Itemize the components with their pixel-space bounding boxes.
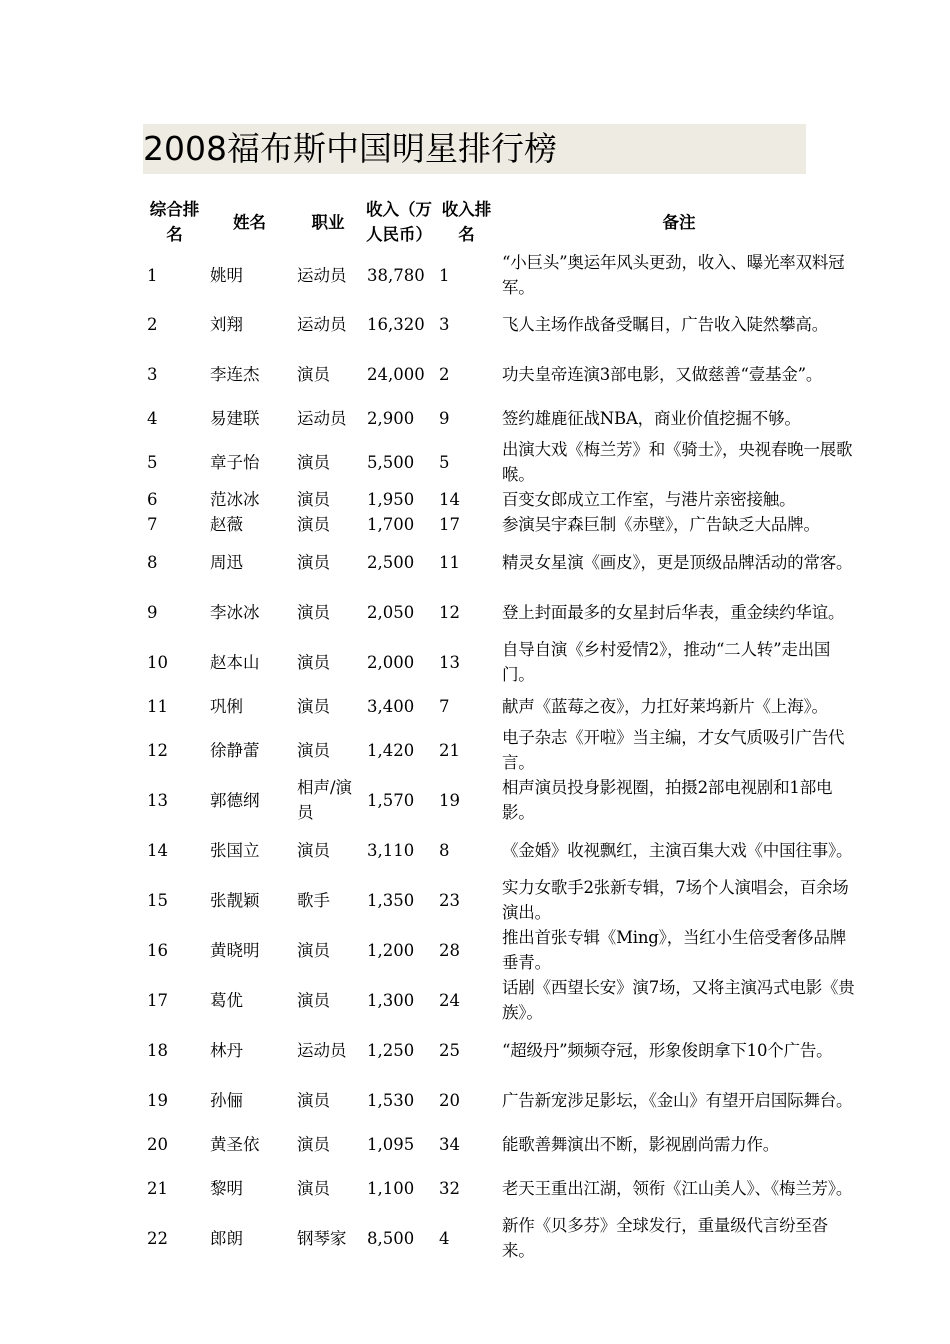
rank-cell: 3 <box>147 364 158 384</box>
occupation-cell: 钢琴家 <box>297 1228 347 1248</box>
rank-cell: 10 <box>147 652 168 672</box>
occupation-cell: 运动员 <box>297 1040 347 1060</box>
name-cell: 赵本山 <box>210 652 260 672</box>
occupation-cell: 演员 <box>297 1178 330 1198</box>
note-cell: 自导自演《乡村爱情2》，推动“二人转”走出国门。 <box>502 640 831 684</box>
table-row <box>143 487 860 512</box>
occupation-cell: 演员 <box>297 940 330 960</box>
income-rank-cell: 4 <box>439 1228 450 1248</box>
header-row <box>143 194 860 250</box>
name-cell: 林丹 <box>210 1040 243 1060</box>
rank-cell: 21 <box>147 1178 168 1198</box>
rank-cell: 12 <box>147 740 168 760</box>
name-cell: 黄晓明 <box>210 940 260 960</box>
table-row <box>143 775 860 825</box>
income-cell: 24,000 <box>367 364 425 384</box>
income-cell: 2,050 <box>367 602 415 622</box>
occupation-cell: 演员 <box>297 364 330 384</box>
note-cell: 相声演员投身影视圈，拍摄2部电视剧和1部电影。 <box>502 778 833 822</box>
header-note: 备注 <box>662 212 696 232</box>
note-cell: “超级丹”频频夺冠，形象俊朗拿下10个广告。 <box>502 1040 833 1060</box>
name-cell: 刘翔 <box>210 315 243 334</box>
name-cell: 葛优 <box>210 990 243 1010</box>
income-cell: 1,100 <box>367 1178 415 1198</box>
table-row <box>143 1213 860 1263</box>
occupation-cell: 演员 <box>297 1090 330 1110</box>
note-cell: 电子杂志《开啦》当主编，才女气质吸引广告代言。 <box>502 728 845 772</box>
occupation-cell: 运动员 <box>297 315 347 334</box>
occupation-cell: 运动员 <box>297 408 347 428</box>
name-cell: 徐静蕾 <box>210 740 260 760</box>
name-cell: 易建联 <box>210 408 260 428</box>
name-cell: 范冰冰 <box>210 490 260 509</box>
occupation-cell: 演员 <box>297 652 330 672</box>
income-rank-cell: 25 <box>439 1040 460 1060</box>
table-row <box>143 687 860 725</box>
income-cell: 2,000 <box>367 652 415 672</box>
income-cell: 5,500 <box>367 452 415 472</box>
income-cell: 1,530 <box>367 1090 415 1110</box>
occupation-cell: 演员 <box>297 990 330 1010</box>
rank-cell: 11 <box>147 696 168 716</box>
occupation-cell: 演员 <box>297 840 330 860</box>
income-rank-cell: 21 <box>439 740 460 760</box>
rank-cell: 19 <box>147 1090 168 1110</box>
name-cell: 张国立 <box>210 840 260 860</box>
note-cell: 参演吴宇森巨制《赤壁》，广告缺乏大品牌。 <box>502 515 820 534</box>
rank-cell: 5 <box>147 452 158 472</box>
income-rank-cell: 9 <box>439 408 450 428</box>
income-cell: 2,500 <box>367 552 415 572</box>
income-rank-cell: 34 <box>439 1134 460 1154</box>
occupation-cell: 歌手 <box>297 890 330 910</box>
income-rank-cell: 28 <box>439 940 460 960</box>
income-cell: 1,250 <box>367 1040 415 1060</box>
name-cell: 姚明 <box>210 265 243 285</box>
rank-cell: 7 <box>147 515 158 534</box>
income-rank-cell: 3 <box>439 315 450 334</box>
income-cell: 1,300 <box>367 990 415 1010</box>
table-row <box>143 975 860 1025</box>
rank-cell: 4 <box>147 408 158 428</box>
income-cell: 8,500 <box>367 1228 415 1248</box>
name-cell: 周迅 <box>210 552 243 572</box>
ranking-table <box>143 194 860 1263</box>
occupation-cell: 演员 <box>297 552 330 572</box>
income-cell: 2,900 <box>367 408 415 428</box>
income-cell: 1,950 <box>367 490 415 509</box>
table-row <box>143 1163 860 1213</box>
income-cell: 38,780 <box>367 265 425 285</box>
table-row <box>143 349 860 399</box>
note-cell: 广告新宠涉足影坛，《金山》有望开启国际舞台。 <box>502 1090 853 1110</box>
income-cell: 1,095 <box>367 1134 415 1154</box>
table-row <box>143 825 860 875</box>
table-row <box>143 587 860 637</box>
table-row <box>143 399 860 437</box>
table-row <box>143 300 860 349</box>
note-cell: 话剧《西望长安》演7场，又将主演冯式电影《贵族》。 <box>502 978 855 1022</box>
rank-cell: 13 <box>147 790 168 810</box>
occupation-cell: 演员 <box>297 452 330 472</box>
note-cell: 功夫皇帝连演3部电影，又做慈善“壹基金”。 <box>502 364 823 384</box>
table-row <box>143 537 860 587</box>
rank-cell: 15 <box>147 890 168 910</box>
header-name: 姓名 <box>233 212 266 232</box>
rank-cell: 17 <box>147 990 168 1010</box>
name-cell: 赵薇 <box>210 515 243 534</box>
header-rank: 综合排名 <box>149 200 200 244</box>
name-cell: 巩俐 <box>210 696 243 716</box>
table-row <box>143 1075 860 1125</box>
income-rank-cell: 2 <box>439 364 450 384</box>
name-cell: 张靓颖 <box>210 890 260 910</box>
income-cell: 3,400 <box>367 696 415 716</box>
income-rank-cell: 20 <box>439 1090 460 1110</box>
note-cell: 老天王重出江湖，领衔《江山美人》、《梅兰芳》。 <box>502 1178 853 1198</box>
income-rank-cell: 7 <box>439 696 450 716</box>
table-row <box>143 875 860 925</box>
income-rank-cell: 17 <box>439 515 460 534</box>
table-row <box>143 925 860 975</box>
note-cell: 百变女郎成立工作室，与港片亲密接触。 <box>502 490 796 509</box>
note-cell: 新作《贝多芬》全球发行，重量级代言纷至沓来。 <box>502 1216 829 1260</box>
rank-cell: 9 <box>147 602 158 622</box>
rank-cell: 18 <box>147 1040 168 1060</box>
table-row <box>143 250 860 300</box>
income-cell: 1,700 <box>367 515 415 534</box>
name-cell: 郎朗 <box>210 1228 243 1248</box>
note-cell: 能歌善舞演出不断，影视剧尚需力作。 <box>502 1134 780 1154</box>
table-row <box>143 512 860 537</box>
note-cell: 精灵女星演《画皮》，更是顶级品牌活动的常客。 <box>502 552 853 572</box>
income-cell: 1,420 <box>367 740 415 760</box>
occupation-cell: 相声/演员 <box>297 778 353 822</box>
table-body <box>143 250 860 1263</box>
income-rank-cell: 13 <box>439 652 460 672</box>
header-occupation: 职业 <box>311 212 345 232</box>
rank-cell: 20 <box>147 1134 168 1154</box>
name-cell: 李连杰 <box>210 364 260 384</box>
table-row <box>143 637 860 687</box>
name-cell: 章子怡 <box>210 452 260 472</box>
note-cell: 献声《蓝莓之夜》，力扛好莱坞新片《上海》。 <box>502 696 828 716</box>
note-cell: 出演大戏《梅兰芳》和《骑士》，央视春晚一展歌喉。 <box>502 440 853 484</box>
occupation-cell: 演员 <box>297 696 330 716</box>
name-cell: 李冰冰 <box>210 602 260 622</box>
table-row <box>143 725 860 775</box>
note-cell: 实力女歌手2张新专辑，7场个人演唱会，百余场演出。 <box>502 878 849 922</box>
income-cell: 3,110 <box>367 840 415 860</box>
note-cell: 签约雄鹿征战NBA，商业价值挖掘不够。 <box>502 408 801 428</box>
rank-cell: 1 <box>147 265 158 285</box>
income-rank-cell: 11 <box>439 552 460 572</box>
rank-cell: 14 <box>147 840 168 860</box>
income-rank-cell: 5 <box>439 452 450 472</box>
table-row <box>143 1025 860 1075</box>
occupation-cell: 演员 <box>297 515 330 534</box>
occupation-cell: 演员 <box>297 490 330 509</box>
title-bar <box>143 124 806 174</box>
income-rank-cell: 32 <box>439 1178 460 1198</box>
note-cell: 飞人主场作战备受瞩目，广告收入陡然攀高。 <box>502 315 829 334</box>
rank-cell: 6 <box>147 490 158 509</box>
income-rank-cell: 24 <box>439 990 460 1010</box>
income-cell: 1,200 <box>367 940 415 960</box>
rank-cell: 8 <box>147 552 158 572</box>
name-cell: 黄圣依 <box>210 1134 260 1154</box>
income-rank-cell: 14 <box>439 490 460 509</box>
name-cell: 郭德纲 <box>210 790 260 810</box>
table-row <box>143 437 860 487</box>
occupation-cell: 运动员 <box>297 265 347 285</box>
note-cell: 推出首张专辑《Ming》，当红小生倍受奢侈品牌垂青。 <box>502 928 847 972</box>
income-cell: 16,320 <box>367 315 425 334</box>
rank-cell: 16 <box>147 940 168 960</box>
name-cell: 孙俪 <box>210 1090 243 1110</box>
note-cell: 《金婚》收视飘红，主演百集大戏《中国往事》。 <box>502 840 853 860</box>
rank-cell: 22 <box>147 1228 168 1248</box>
income-rank-cell: 1 <box>439 265 450 285</box>
note-cell: “小巨头”奥运年风头更劲，收入、曝光率双料冠军。 <box>502 253 845 297</box>
occupation-cell: 演员 <box>297 740 330 760</box>
name-cell: 黎明 <box>210 1178 243 1198</box>
note-cell: 登上封面最多的女星封后华表，重金续约华谊。 <box>502 602 845 622</box>
table-row <box>143 1125 860 1163</box>
income-cell: 1,350 <box>367 890 415 910</box>
rank-cell: 2 <box>147 315 158 334</box>
income-rank-cell: 19 <box>439 790 460 810</box>
header-income: 收入（万人民币） <box>366 200 432 244</box>
page-title: 2008福布斯中国明星排行榜 <box>143 129 557 168</box>
income-rank-cell: 8 <box>439 840 450 860</box>
income-rank-cell: 12 <box>439 602 460 622</box>
income-cell: 1,570 <box>367 790 415 810</box>
occupation-cell: 演员 <box>297 602 330 622</box>
occupation-cell: 演员 <box>297 1134 330 1154</box>
income-rank-cell: 23 <box>439 890 460 910</box>
header-income-rank: 收入排名 <box>441 200 492 244</box>
